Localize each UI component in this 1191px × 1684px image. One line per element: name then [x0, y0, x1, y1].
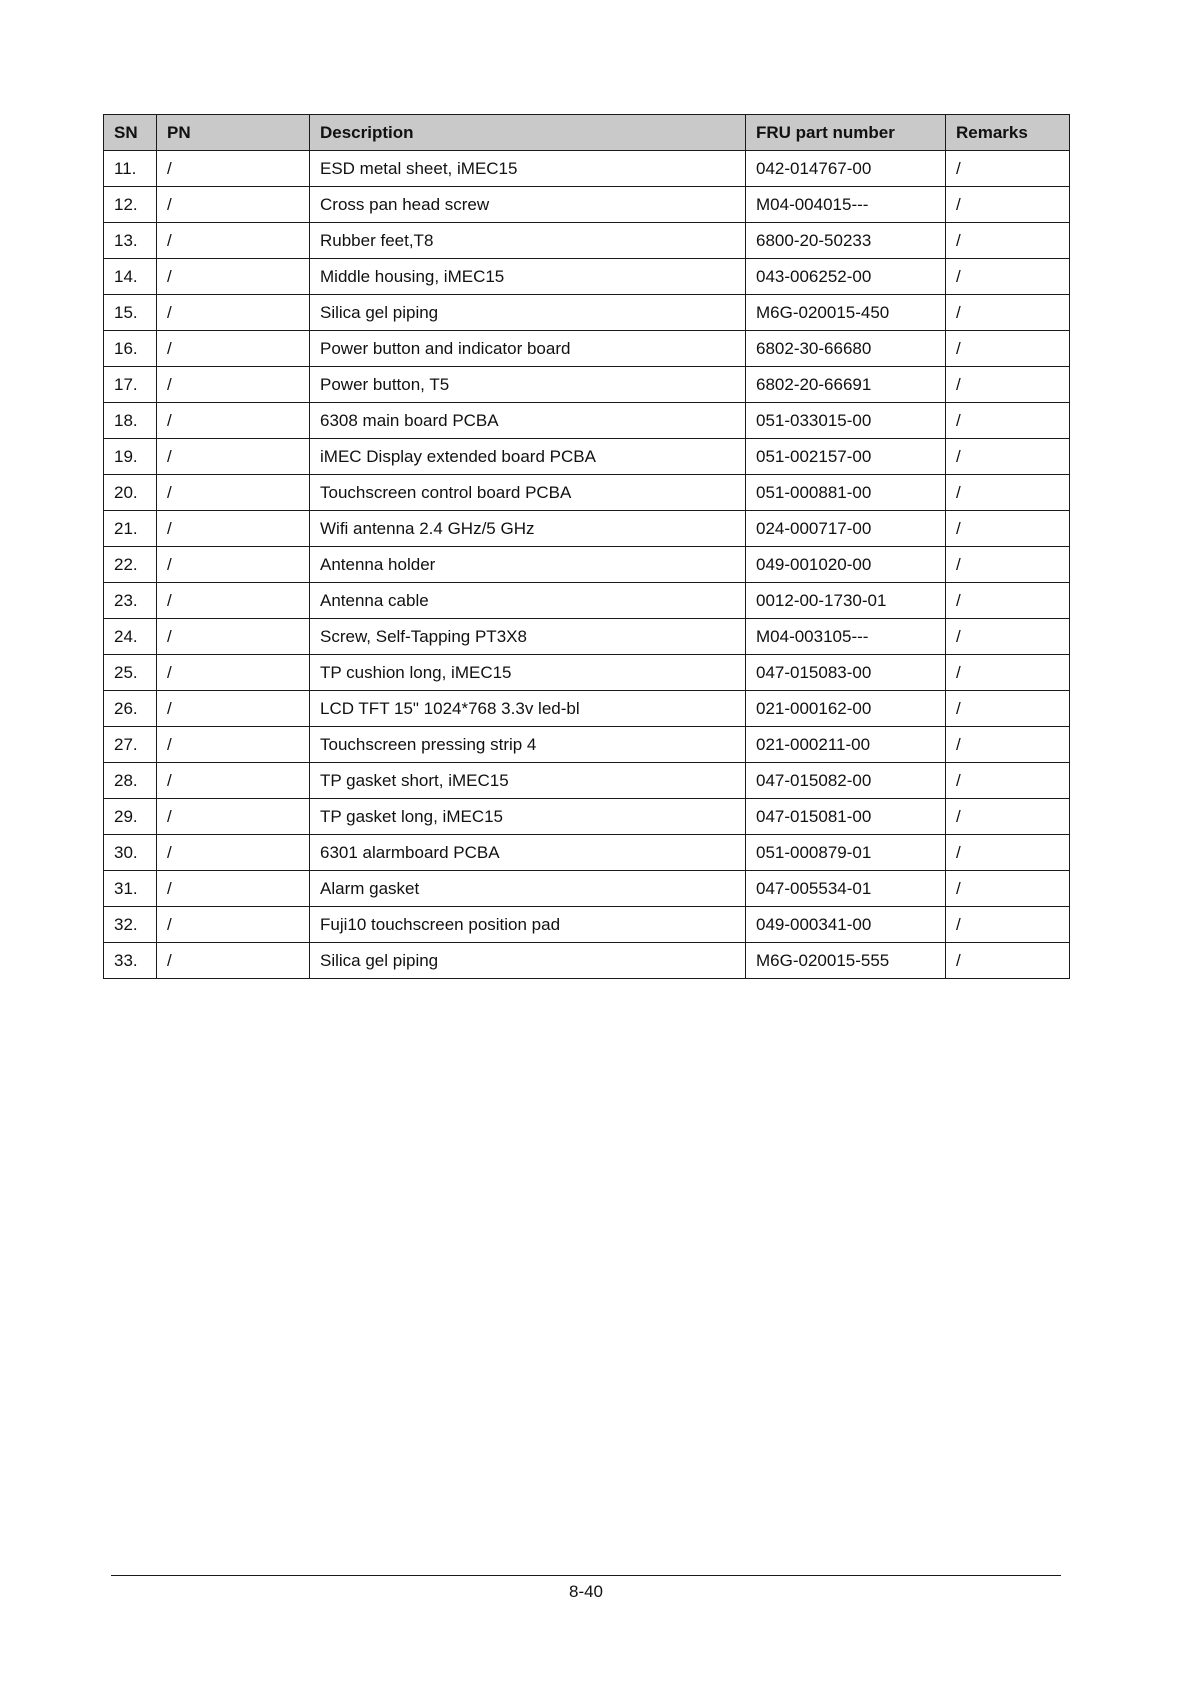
- cell-pn: /: [157, 943, 310, 979]
- cell-remarks: /: [946, 907, 1070, 943]
- cell-fru-part-number: M6G-020015-450: [746, 295, 946, 331]
- header-sn: SN: [104, 115, 157, 151]
- cell-fru-part-number: 6802-30-66680: [746, 331, 946, 367]
- cell-sn: 25.: [104, 655, 157, 691]
- cell-description: Touchscreen control board PCBA: [310, 475, 746, 511]
- cell-fru-part-number: 6802-20-66691: [746, 367, 946, 403]
- cell-pn: /: [157, 835, 310, 871]
- cell-pn: /: [157, 763, 310, 799]
- cell-remarks: /: [946, 367, 1070, 403]
- cell-pn: /: [157, 259, 310, 295]
- cell-description: Antenna cable: [310, 583, 746, 619]
- cell-pn: /: [157, 727, 310, 763]
- cell-description: Rubber feet,T8: [310, 223, 746, 259]
- table-header-row: [104, 115, 1070, 151]
- cell-fru-part-number: M04-003105---: [746, 619, 946, 655]
- cell-remarks: /: [946, 151, 1070, 187]
- cell-pn: /: [157, 619, 310, 655]
- header-pn: PN: [157, 115, 310, 151]
- cell-pn: /: [157, 871, 310, 907]
- cell-remarks: /: [946, 763, 1070, 799]
- cell-pn: /: [157, 907, 310, 943]
- parts-table: [103, 114, 1070, 979]
- table-row: [104, 151, 1070, 187]
- cell-fru-part-number: 043-006252-00: [746, 259, 946, 295]
- cell-fru-part-number: M04-004015---: [746, 187, 946, 223]
- header-remarks: Remarks: [946, 115, 1070, 151]
- table-row: [104, 439, 1070, 475]
- cell-sn: 24.: [104, 619, 157, 655]
- cell-description: Power button, T5: [310, 367, 746, 403]
- cell-fru-part-number: 021-000211-00: [746, 727, 946, 763]
- cell-description: 6301 alarmboard PCBA: [310, 835, 746, 871]
- table-row: [104, 799, 1070, 835]
- cell-sn: 22.: [104, 547, 157, 583]
- cell-remarks: /: [946, 619, 1070, 655]
- table-row: [104, 583, 1070, 619]
- cell-description: Silica gel piping: [310, 295, 746, 331]
- cell-fru-part-number: 051-000881-00: [746, 475, 946, 511]
- cell-sn: 12.: [104, 187, 157, 223]
- cell-remarks: /: [946, 583, 1070, 619]
- table-body: [104, 151, 1070, 979]
- cell-pn: /: [157, 691, 310, 727]
- table-row: [104, 943, 1070, 979]
- cell-sn: 32.: [104, 907, 157, 943]
- cell-description: Alarm gasket: [310, 871, 746, 907]
- table-row: [104, 511, 1070, 547]
- cell-pn: /: [157, 403, 310, 439]
- table-row: [104, 727, 1070, 763]
- cell-pn: /: [157, 151, 310, 187]
- page-number: 8-40: [568, 1582, 604, 1601]
- cell-sn: 31.: [104, 871, 157, 907]
- footer-divider: [111, 1575, 1061, 1576]
- cell-sn: 16.: [104, 331, 157, 367]
- cell-pn: /: [157, 655, 310, 691]
- cell-description: ESD metal sheet, iMEC15: [310, 151, 746, 187]
- cell-remarks: /: [946, 799, 1070, 835]
- cell-pn: /: [157, 187, 310, 223]
- cell-remarks: /: [946, 295, 1070, 331]
- cell-pn: /: [157, 583, 310, 619]
- cell-description: Power button and indicator board: [310, 331, 746, 367]
- cell-remarks: /: [946, 331, 1070, 367]
- table-row: [104, 187, 1070, 223]
- cell-fru-part-number: M6G-020015-555: [746, 943, 946, 979]
- cell-fru-part-number: 0012-00-1730-01: [746, 583, 946, 619]
- table-row: [104, 655, 1070, 691]
- cell-fru-part-number: 051-002157-00: [746, 439, 946, 475]
- cell-remarks: /: [946, 691, 1070, 727]
- cell-fru-part-number: 047-015082-00: [746, 763, 946, 799]
- cell-sn: 33.: [104, 943, 157, 979]
- cell-pn: /: [157, 511, 310, 547]
- cell-description: Middle housing, iMEC15: [310, 259, 746, 295]
- cell-fru-part-number: 051-000879-01: [746, 835, 946, 871]
- header-fru-part-number: FRU part number: [746, 115, 946, 151]
- cell-sn: 17.: [104, 367, 157, 403]
- cell-pn: /: [157, 439, 310, 475]
- cell-remarks: /: [946, 835, 1070, 871]
- cell-sn: 13.: [104, 223, 157, 259]
- cell-pn: /: [157, 295, 310, 331]
- cell-pn: /: [157, 223, 310, 259]
- table-row: [104, 475, 1070, 511]
- cell-remarks: /: [946, 475, 1070, 511]
- table-row: [104, 331, 1070, 367]
- cell-pn: /: [157, 367, 310, 403]
- cell-description: Fuji10 touchscreen position pad: [310, 907, 746, 943]
- cell-description: Screw, Self-Tapping PT3X8: [310, 619, 746, 655]
- table-row: [104, 547, 1070, 583]
- cell-fru-part-number: 047-015083-00: [746, 655, 946, 691]
- cell-sn: 26.: [104, 691, 157, 727]
- cell-fru-part-number: 024-000717-00: [746, 511, 946, 547]
- cell-sn: 28.: [104, 763, 157, 799]
- cell-fru-part-number: 047-005534-01: [746, 871, 946, 907]
- table-row: [104, 691, 1070, 727]
- cell-remarks: /: [946, 223, 1070, 259]
- cell-fru-part-number: 049-000341-00: [746, 907, 946, 943]
- cell-fru-part-number: 6800-20-50233: [746, 223, 946, 259]
- cell-remarks: /: [946, 187, 1070, 223]
- header-description: Description: [310, 115, 746, 151]
- cell-sn: 29.: [104, 799, 157, 835]
- table-row: [104, 907, 1070, 943]
- cell-description: Wifi antenna 2.4 GHz/5 GHz: [310, 511, 746, 547]
- cell-fru-part-number: 051-033015-00: [746, 403, 946, 439]
- cell-sn: 30.: [104, 835, 157, 871]
- table-row: [104, 763, 1070, 799]
- table-row: [104, 223, 1070, 259]
- cell-description: 6308 main board PCBA: [310, 403, 746, 439]
- cell-description: TP gasket long, iMEC15: [310, 799, 746, 835]
- cell-description: LCD TFT 15" 1024*768 3.3v led-bl: [310, 691, 746, 727]
- cell-fru-part-number: 047-015081-00: [746, 799, 946, 835]
- cell-pn: /: [157, 547, 310, 583]
- table-row: [104, 619, 1070, 655]
- cell-sn: 14.: [104, 259, 157, 295]
- cell-description: TP cushion long, iMEC15: [310, 655, 746, 691]
- cell-sn: 19.: [104, 439, 157, 475]
- cell-description: TP gasket short, iMEC15: [310, 763, 746, 799]
- cell-fru-part-number: 049-001020-00: [746, 547, 946, 583]
- cell-fru-part-number: 042-014767-00: [746, 151, 946, 187]
- cell-sn: 15.: [104, 295, 157, 331]
- table-row: [104, 835, 1070, 871]
- cell-description: Silica gel piping: [310, 943, 746, 979]
- cell-remarks: /: [946, 511, 1070, 547]
- cell-remarks: /: [946, 259, 1070, 295]
- cell-description: Touchscreen pressing strip 4: [310, 727, 746, 763]
- table-row: [104, 871, 1070, 907]
- table-row: [104, 295, 1070, 331]
- cell-fru-part-number: 021-000162-00: [746, 691, 946, 727]
- cell-sn: 21.: [104, 511, 157, 547]
- cell-remarks: /: [946, 655, 1070, 691]
- cell-sn: 20.: [104, 475, 157, 511]
- cell-pn: /: [157, 475, 310, 511]
- table-row: [104, 367, 1070, 403]
- cell-sn: 11.: [104, 151, 157, 187]
- table-row: [104, 403, 1070, 439]
- cell-remarks: /: [946, 943, 1070, 979]
- cell-description: iMEC Display extended board PCBA: [310, 439, 746, 475]
- cell-sn: 27.: [104, 727, 157, 763]
- cell-remarks: /: [946, 871, 1070, 907]
- table-row: [104, 259, 1070, 295]
- cell-remarks: /: [946, 727, 1070, 763]
- cell-remarks: /: [946, 547, 1070, 583]
- cell-sn: 23.: [104, 583, 157, 619]
- cell-pn: /: [157, 799, 310, 835]
- cell-sn: 18.: [104, 403, 157, 439]
- cell-remarks: /: [946, 439, 1070, 475]
- cell-pn: /: [157, 331, 310, 367]
- cell-description: Antenna holder: [310, 547, 746, 583]
- cell-description: Cross pan head screw: [310, 187, 746, 223]
- cell-remarks: /: [946, 403, 1070, 439]
